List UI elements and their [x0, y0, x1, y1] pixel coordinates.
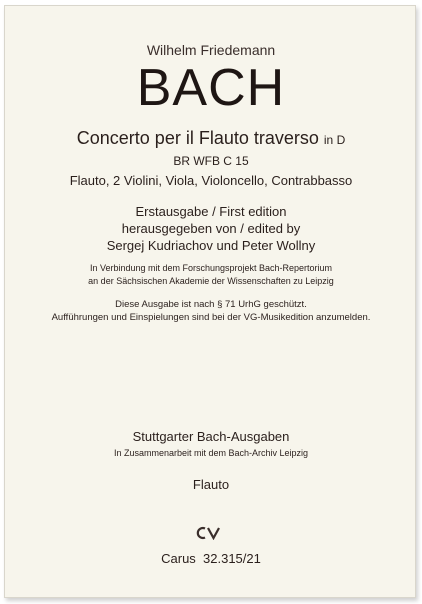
composer-first-names: Wilhelm Friedemann — [146, 42, 276, 58]
series-cooperation: In Zusammenarbeit mit dem Bach-Archiv Leipzig — [113, 448, 309, 458]
edition-type: Erstausgabe / First edition — [135, 204, 287, 219]
research-note-line2: an der Sächsischen Akademie der Wissenschaften zu Leipzig — [88, 276, 334, 286]
carus-logo-icon — [193, 526, 229, 540]
research-note-line1: In Verbindung mit dem Forschungsprojekt Bach-Repertorium — [89, 263, 333, 273]
work-title-line — [5, 128, 416, 149]
series-name: Stuttgarter Bach-Ausgaben — [132, 429, 290, 444]
copyright-note-line2: Aufführungen und Einspielungen sind bei der VG-Musikedition anzumelden. — [51, 312, 371, 323]
publisher-catalog-number: Carus 32.315/21 — [161, 551, 261, 566]
editors: Sergej Kudriachov und Peter Wollny — [106, 238, 316, 253]
instrumentation: Flauto, 2 Violini, Viola, Violoncello, Contrabbasso — [69, 173, 353, 188]
edited-by-label: herausgegeben von / edited by — [121, 221, 301, 236]
composer-surname: BACH — [136, 59, 286, 117]
catalog-number: BR WFB C 15 — [173, 154, 249, 168]
work-title: Concerto per il Flauto traverso — [76, 128, 319, 148]
part-name: Flauto — [192, 477, 230, 492]
work-key: in D — [323, 133, 346, 147]
copyright-note-line1: Diese Ausgabe ist nach § 71 UrhG geschützt. — [115, 299, 307, 310]
score-cover — [4, 5, 416, 598]
